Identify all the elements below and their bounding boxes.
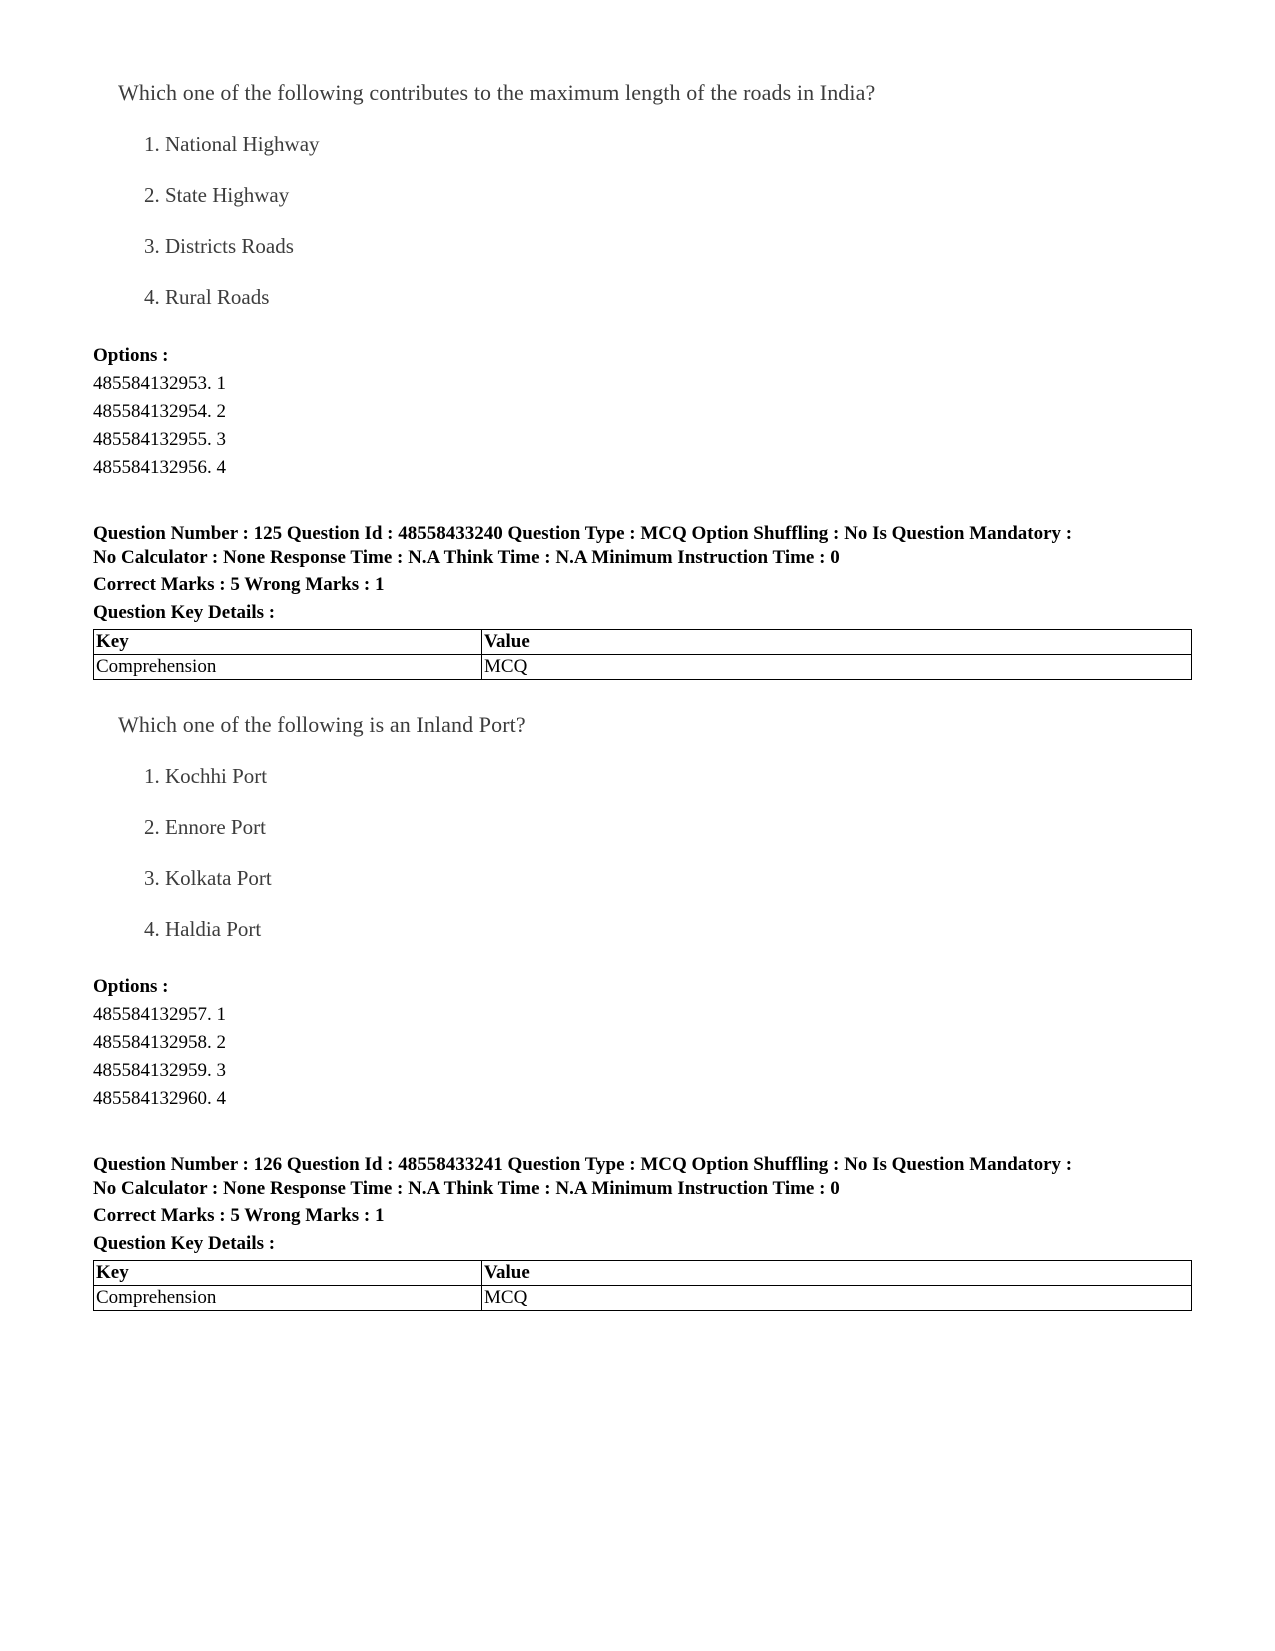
marks-line: Correct Marks : 5 Wrong Marks : 1 (93, 574, 385, 595)
option-item: 485584132960. 4 (93, 1088, 226, 1109)
question-meta-line: No Calculator : None Response Time : N.A Think Time : N.A Minimum Instruction Time : 0 (93, 1178, 840, 1199)
table-header-row (94, 1261, 1192, 1286)
table-cell: MCQ (482, 1286, 1192, 1311)
question-meta-line: Question Number : 126 Question Id : 48558433241 Question Type : MCQ Option Shuffling : No Is Question Mandatory : (93, 1154, 1073, 1175)
choice-item: 3. Kolkata Port (144, 866, 272, 890)
table-header-cell: Value (482, 630, 1192, 655)
table-header-cell: Value (482, 1261, 1192, 1286)
options-label: Options : (93, 345, 169, 366)
table-row (94, 655, 1192, 680)
question-image-ports (92, 710, 992, 950)
key-details-label: Question Key Details : (93, 602, 276, 623)
table-cell: Comprehension (94, 655, 482, 680)
table-header-row (94, 630, 1192, 655)
choice-item: 1. Kochhi Port (144, 764, 268, 788)
table-cell: Comprehension (94, 1286, 482, 1311)
key-details-table (93, 629, 1192, 680)
table-cell: MCQ (482, 655, 1192, 680)
key-details-label: Question Key Details : (93, 1233, 276, 1254)
option-item: 485584132953. 1 (93, 373, 226, 394)
question-text: Which one of the following is an Inland Port? (118, 712, 526, 737)
option-item: 485584132958. 2 (93, 1032, 226, 1053)
option-item: 485584132956. 4 (93, 457, 226, 478)
option-item: 485584132957. 1 (93, 1004, 226, 1025)
question-meta-line: No Calculator : None Response Time : N.A Think Time : N.A Minimum Instruction Time : 0 (93, 547, 840, 568)
table-row (94, 1286, 1192, 1311)
choice-item: 1. National Highway (144, 132, 320, 156)
choice-item: 4. Haldia Port (144, 917, 262, 941)
option-item: 485584132954. 2 (93, 401, 226, 422)
marks-line: Correct Marks : 5 Wrong Marks : 1 (93, 1205, 385, 1226)
question-meta-line: Question Number : 125 Question Id : 48558433240 Question Type : MCQ Option Shuffling : No Is Question Mandatory : (93, 523, 1073, 544)
choice-item: 2. Ennore Port (144, 815, 266, 839)
table-header-cell: Key (94, 630, 482, 655)
options-label: Options : (93, 976, 169, 997)
table-header-cell: Key (94, 1261, 482, 1286)
choice-item: 2. State Highway (144, 183, 290, 207)
key-details-table (93, 1260, 1192, 1311)
choice-item: 4. Rural Roads (144, 285, 270, 309)
option-item: 485584132955. 3 (93, 429, 226, 450)
question-text: Which one of the following contributes to the maximum length of the roads in India? (118, 80, 876, 105)
choice-item: 3. Districts Roads (144, 234, 294, 258)
question-image-roads (92, 78, 992, 318)
option-item: 485584132959. 3 (93, 1060, 226, 1081)
